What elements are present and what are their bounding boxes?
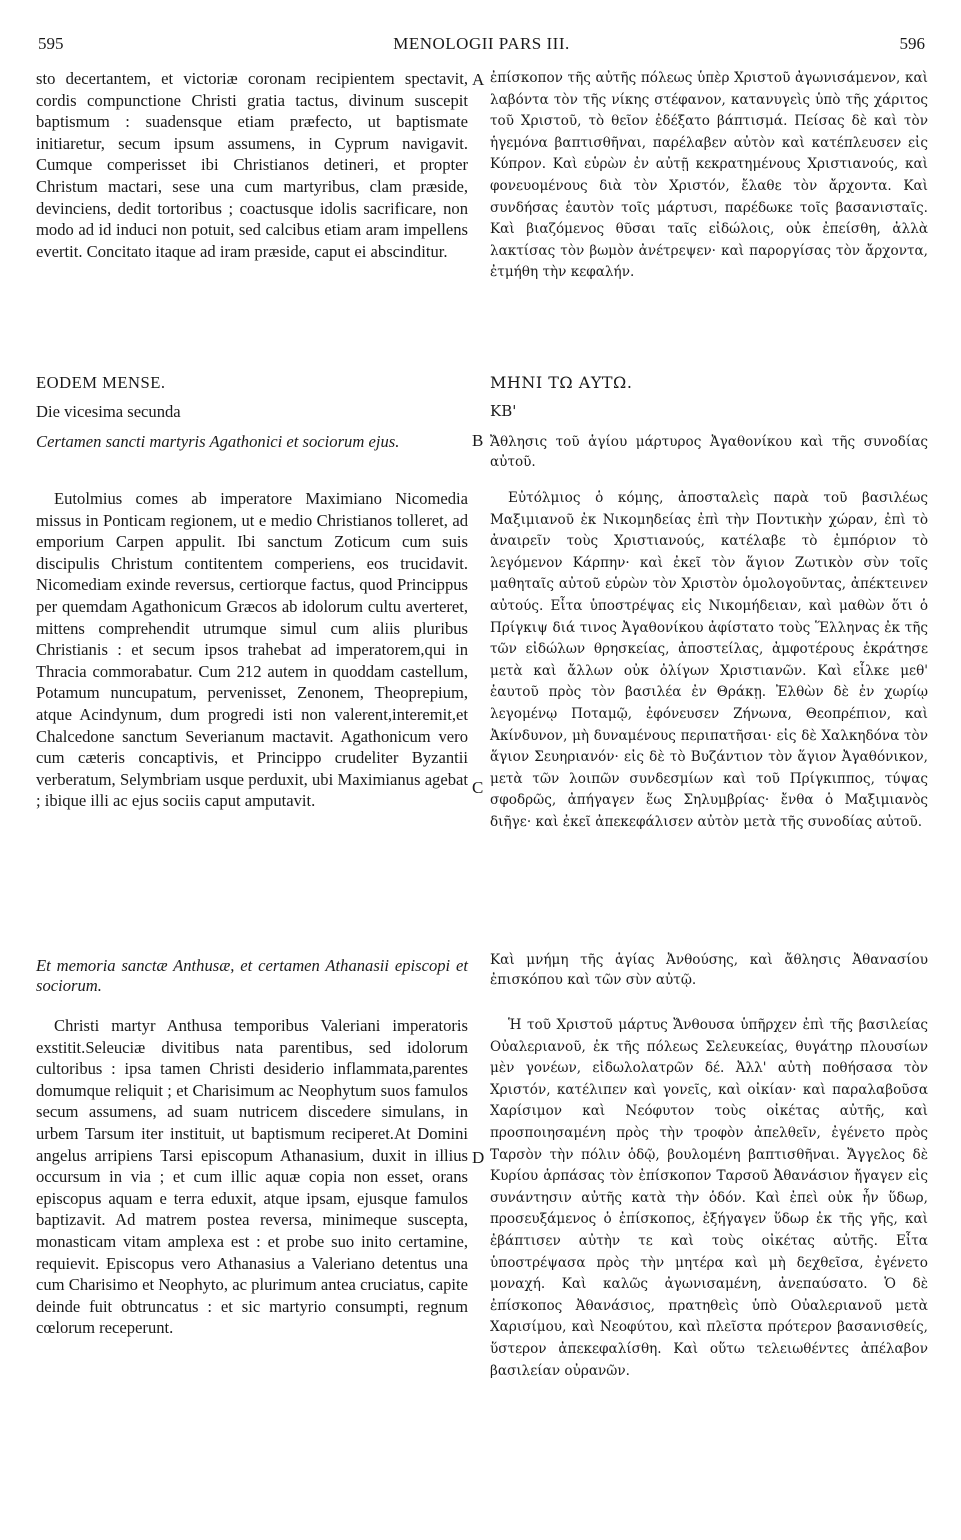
latin-paragraph-agathonicus: Eutolmius comes ab imperatore Maximiano Nicomedia missus in Ponticam regionem, ut e medio Christianos tolleret, ad emporium Carpen appulit. Ibi sanctum Zoticum cum suis discipulis Christum contitentem comperiens, eos trucidavit. Nicomediam exinde reversus, certiorque factus, quod Princippus per quemdam Agathonicum Græcos ab idolorum cultu averteret, mittens comprehendit utrumque simul cum aliis pluribus Christianis : et secum ipsos trahebat ad imperatorem,qui in Thracia commorabatur. Cum 212 autem in quoddam castellum, Potamum nuncupatum, pervenisset, Zenonem, Theoprepium, atque Acindynum, dum progredi isti non valerent,interemit,et Chalcedone sanctum Severianum mactavit. Agathonicum vero cum cæteris concaptivis, et Princippo crudeliter Byzantii verberatum, Selymbriam usque perduxit, ubi Maximianus agebat ; ibique illi ac ejus sociis caput amputavit. [36, 489, 468, 811]
latin-intro: sto decertantem, et victoriæ coronam recipientem spectavit, cordis compunctione Christi gratia tactus, divinum suscepit baptismum : suadensque etiam præfecto, ut baptismate initiaretur, secum ipsum assumens, in Cyprum navigavit. Cumque comperisset ibi Christianos detineri, et propter Christum mactari, sese una cum martyribus, clam præside, devinciens, dedit tortoribus ; coactusque idolis sacrificare, non modo ad id induci non potuit, sed calcibus etiam aram impellens evertit. Concitato itaque ad iram præside, caput ei abscinditur. [36, 69, 468, 261]
latin-title-agathonicus: Certamen sancti martyris Agathonici et sociorum ejus. [36, 432, 400, 451]
greek-title-agathonicus: Ἄθλησις τοῦ ἁγίου μάρτυρος Ἀγαθονίκου καὶ τῆς συνοδίας αὐτοῦ. [490, 434, 928, 470]
greek-paragraph-anthusa: Ἡ τοῦ Χριστοῦ μάρτυς Ἄνθουσα ὑπῆρχεν ἐπὶ τῆς βασιλείας Οὐαλεριανοῦ, ἐκ τῆς πόλεως Σελευκείας, θυγάτηρ πλουσίων μὲν γονέων, εἰδωλολατρῶν δέ. Ἀλλ' αὐτὴ ποθήσασα τὸν Χριστόν, κατέλιπεν καὶ γονεῖς, καὶ οἰκίαν· καὶ παραλαβοῦσα Χαρίσιμον καὶ Νεόφυτον τοὺς οἰκέτας αὐτῆς, καὶ προσποιησαμένη πρὸς τὴν τροφὸν ἀπελθεῖν, ἐγένετο πρὸς Ταρσὸν τὴν πόλιν ὁδῷ, βουλομένη βαπτισθῆναι. Ἄγγελος δὲ Κυρίου ἁρπάσας τὸν ἐπίσκοπον Ταρσοῦ Ἀθανάσιον ἤγαγεν εἰς συνάντησιν αὐτῆς κατὰ τὴν ὁδόν. Καὶ ἐπεὶ οὐκ ἦν ὕδωρ, προσευξάμενος ὁ ἐπίσκοπος, ἐξήγαγεν ὕδωρ ἐκ τῆς γῆς, καὶ ἐβάπτισεν αὐτὴν τε καὶ τοὺς οἰκέτας αὐτῆς. Εἶτα ὑποστρέψασα πρὸς τὴν μητέρα καὶ μὴ δεχθεῖσα, ἐγένετο μοναχή. Καὶ καλῶς ἀγωνισαμένη, ἀνεπαύσατο. Ὁ δὲ ἐπίσκοπος Ἀθανάσιος, πρατηθεὶς ὑπὸ Οὐαλεριανοῦ μετὰ Χαρισίμου, καὶ Νεοφύτου, καὶ πλεῖστα πρότερον βασανισθείς, ὕστερον ἀπεκεφαλίσθη. Καὶ οὕτω τελειωθέντες ἀπέλαβον βασιλείαν οὐρανῶν. [490, 1017, 928, 1379]
latin-paragraph-anthusa: Christi martyr Anthusa temporibus Valeriani imperatoris exstitit.Seleuciæ divitibus nata parentibus, sed idolorum cultoribus : ipsa tamen Christi desiderio inflammata,parentes domumque reliquit ; et Charisimum ac Neophytum suos famulos secum assumens, ad suam nutricem discedere simulans, in urbem Tarsum iter instituit, ut baptismum reciperet.At Domini angelus arripiens Tarsi episcopum Athanasium, duxit in illius occursum in via ; et cum illic aquæ copia non esset, orans episcopus aquam e terra eduxit, atque ipsam, ejusque famulos baptizavit. Ad matrem postea reversa, minimeque suscepta, monasticam vitam amplexa est : et probe suo inito certamine, requievit. Episcopus vero Athanasius a Valeriano detentus una cum Charisimo et Neophyto, ac plurimum antea cruciatus, capite deinde fuit obtruncatus : et sic martyrio consumpti, regnum cœlorum receperunt. [36, 1016, 468, 1338]
marker-b: B [472, 431, 484, 450]
marker-c: C [472, 778, 484, 797]
greek-intro: ἐπίσκοπον τῆς αὐτῆς πόλεως ὑπὲρ Χριστοῦ ἀγωνισάμενον, καὶ λαβόντα τὸν τῆς νίκης στέφανον, κατανυγεὶς ὑπὸ τῆς χάριτος τοῦ Χριστοῦ, τὸ θεῖον ἐδέξατο βάπτισμά. Πείσας δὲ καὶ τὸν ἡγεμόνα βαπτισθῆναι, παρέλαβεν αὐτὸν καὶ κατέπλευσεν εἰς Κύπρον. Καὶ εὑρὼν ἐν αὐτῇ κεκρατημένους Χριστιανούς, καὶ φονευομένους διὰ τὸν Χριστόν, ἔλαθε τὸν ἄρχοντα. Καὶ συνδήσας ἑαυτὸν τοῖς μάρτυσι, παρέδωκε τοῖς βασανισταῖς. Καὶ βιαζόμενος θῦσαι ταῖς εἰδώλοις, οὐκ ἐπείσθη, ἀλλὰ λακτίσας τὸν βωμὸν ἀνέτρεψεν· καὶ παροργίσας τὸν ἄρχοντα, ἐτμήθη τὴν κεφαλήν. [490, 70, 928, 281]
marker-a: A [472, 70, 485, 89]
marker-d: D [472, 1148, 485, 1167]
greek-anthusa-block [490, 1015, 928, 1382]
latin-title-anthusa: Et memoria sanctæ Anthusæ, et certamen Athanasii episcopi et sociorum. [36, 956, 468, 995]
latin-agathonicus-block [36, 488, 468, 812]
latin-anthusa-block [36, 1015, 468, 1339]
greek-day-heading: ΚΒ' [490, 402, 517, 420]
greek-title-anthusa: Καὶ μνήμη τῆς ἁγίας Ἀνθούσης, καὶ ἄθλησις Ἀθανασίου ἐπισκόπου καὶ τῶν σὺν αὐτῷ. [490, 952, 928, 988]
page-number-right: 596 [899, 34, 925, 53]
greek-paragraph-agathonicus: Εὐτόλμιος ὁ κόμης, ἀποσταλεὶς παρὰ τοῦ βασιλέως Μαξιμιανοῦ ἐκ Νικομηδείας ἐπὶ τὴν Ποντικὴν χώραν, ἐπὶ τὸ ἀναιρεῖν τοὺς Χριστιανούς, κατέλαβε τὸ ἐμπόριον τὸ λεγόμενον Κάρπην· καὶ ἐκεῖ τὸν ἅγιον Ζωτικὸν σὺν τοῖς μαθηταῖς αὐτοῦ εὑρὼν τὸν Χριστὸν ὁμολογοῦντας, ἀπέκτεινεν αὐτούς. Εἶτα ὑποστρέψας εἰς Νικομήδειαν, καὶ μαθὼν ὅτι ὁ Πρίγκιψ διά τινος Ἀγαθονίκου ἀφίστατο τοὺς Ἕλληνας ἐκ τῆς τῶν εἰδώλων θρησκείας, ἀποστείλας, ἀμφοτέρους ἐκράτησε μετὰ καὶ ἄλλων οὐκ ὀλίγων Χριστιανῶν. Καὶ εἷλκε μεθ' ἑαυτοῦ πρὸς τὸν βασιλέα ἐν Θράκῃ. Ἐλθὼν δὲ ἐν χωρίῳ λεγομένῳ Ποταμῷ, ἐφόνευσεν Ζήνωνα, Θεοπρέπιον, καὶ Ἀκίνδυνον, μὴ δυναμένους περιπατῆσαι· εἰς δὲ Χαλκηδόνα τὸν ἅγιον Σευηριανόν· εἰς δὲ τὸ Βυζάντιον τὸν ἅγιον Ἀγαθόνικον, μετὰ τῶν λοιπῶν συνδεσμίων καὶ τοῦ Πρίγκιππος, τύψας σφοδρῶς, ἀπήγαγεν ἕως Σηλυμβρίας· ἔνθα ὁ Μαξιμιανὸς διῆγε· καὶ ἐκεῖ ἀπεκεφάλισεν αὐτὸν μετὰ τῆς συνοδίας αὐτοῦ. [490, 490, 928, 830]
page-number-left: 595 [38, 34, 64, 53]
greek-month-heading: ΜΗΝΙ ΤΩ ΑΥΤΩ. [490, 373, 633, 392]
greek-intro-block [490, 68, 928, 284]
latin-day-heading: Die vicesima secunda [36, 402, 181, 421]
running-header [38, 34, 925, 60]
latin-month-heading: EODEM MENSE. [36, 373, 166, 392]
running-title: MENOLOGII PARS III. [393, 34, 570, 53]
latin-intro-block [36, 68, 468, 262]
greek-agathonicus-block [490, 488, 928, 834]
